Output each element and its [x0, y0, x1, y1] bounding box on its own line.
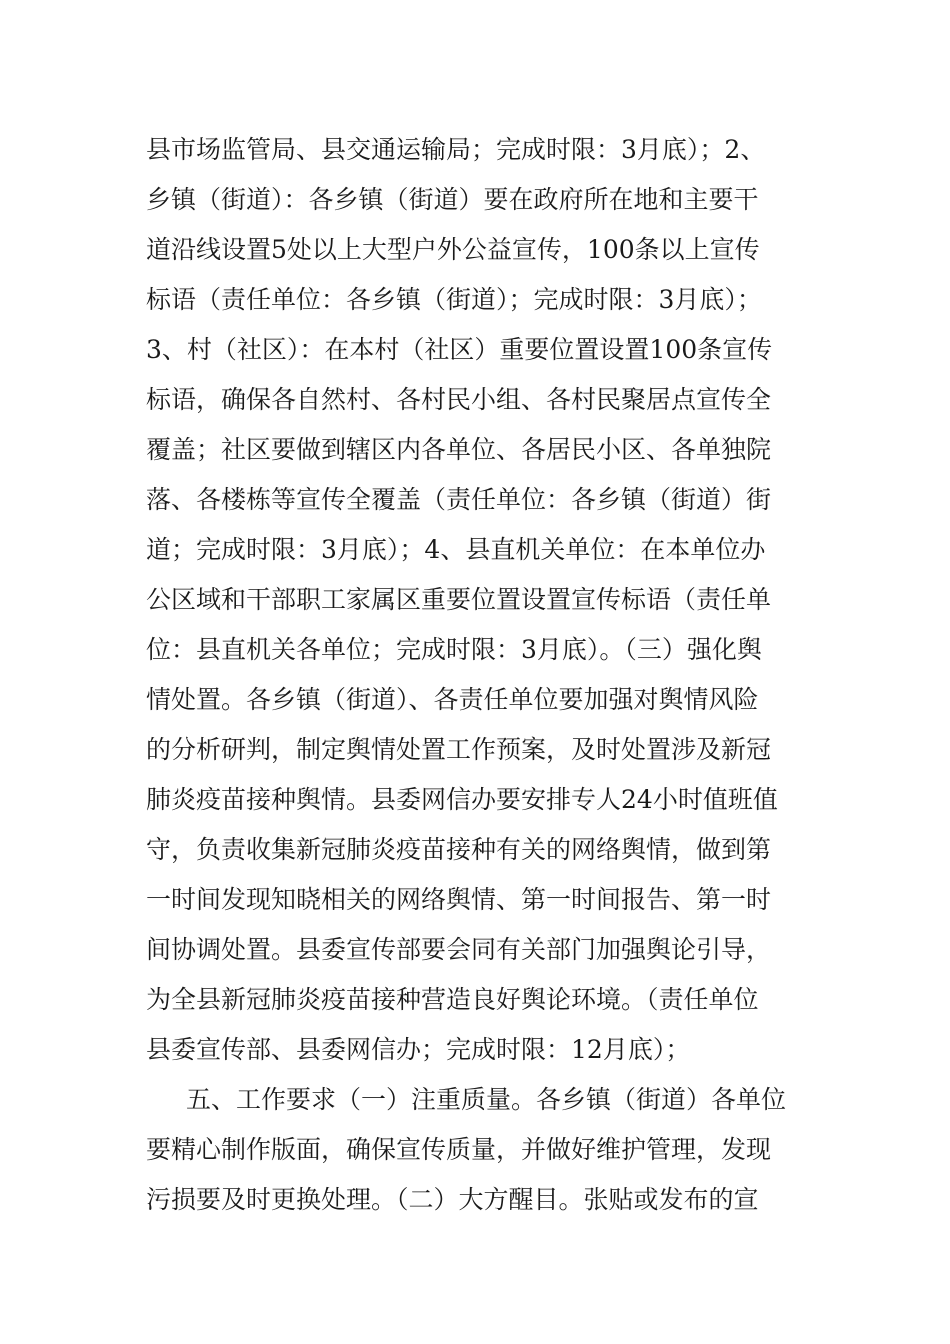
text-line: 标语，确保各自然村、各村民小组、各村民聚居点宣传全: [146, 385, 772, 414]
text-line: 位：县直机关各单位；完成时限：3月底）。（三）强化舆: [146, 635, 762, 664]
text-line: 道；完成时限：3月底）；4、县直机关单位：在本单位办: [146, 535, 766, 564]
text-line: 一时间发现知晓相关的网络舆情、第一时间报告、第一时: [146, 885, 772, 914]
text-line: 守，负责收集新冠肺炎疫苗接种有关的网络舆情，做到第: [146, 835, 772, 864]
text-line: 要精心制作版面，确保宣传质量，并做好维护管理，发现: [146, 1135, 772, 1164]
text-line: 乡镇（街道）：各乡镇（街道）要在政府所在地和主要干: [146, 185, 759, 214]
text-line: 3、村（社区）：在本村（社区）重要位置设置100条宣传: [146, 335, 773, 364]
text-line: 标语（责任单位：各乡镇（街道）；完成时限：3月底）；: [146, 285, 762, 314]
text-line: 公区域和干部职工家属区重要位置设置宣传标语（责任单: [146, 585, 772, 614]
paragraph-start-line: 五、工作要求（一）注重质量。各乡镇（街道）各单位: [186, 1085, 787, 1114]
text-line: 肺炎疫苗接种舆情。县委网信办要安排专人24小时值班值: [146, 785, 778, 814]
text-line: 污损要及时更换处理。（二）大方醒目。张贴或发布的宣: [146, 1185, 759, 1214]
text-line: 覆盖；社区要做到辖区内各单位、各居民小区、各单独院: [146, 435, 772, 464]
text-line: 情处置。各乡镇（街道）、各责任单位要加强对舆情风险: [146, 685, 759, 714]
text-line: 落、各楼栋等宣传全覆盖（责任单位：各乡镇（街道）街: [146, 485, 772, 514]
text-line: 县委宣传部、县委网信办；完成时限：12月底）；: [146, 1035, 691, 1064]
text-line: 为全县新冠肺炎疫苗接种营造良好舆论环境。（责任单位: [146, 985, 759, 1014]
text-line: 的分析研判，制定舆情处置工作预案，及时处置涉及新冠: [146, 735, 772, 764]
text-line: 间协调处置。县委宣传部要会同有关部门加强舆论引导，: [146, 935, 772, 964]
text-line: 道沿线设置5处以上大型户外公益宣传，100条以上宣传: [146, 235, 760, 264]
text-line: 县市场监管局、县交通运输局；完成时限：3月底）；2、: [146, 135, 766, 164]
